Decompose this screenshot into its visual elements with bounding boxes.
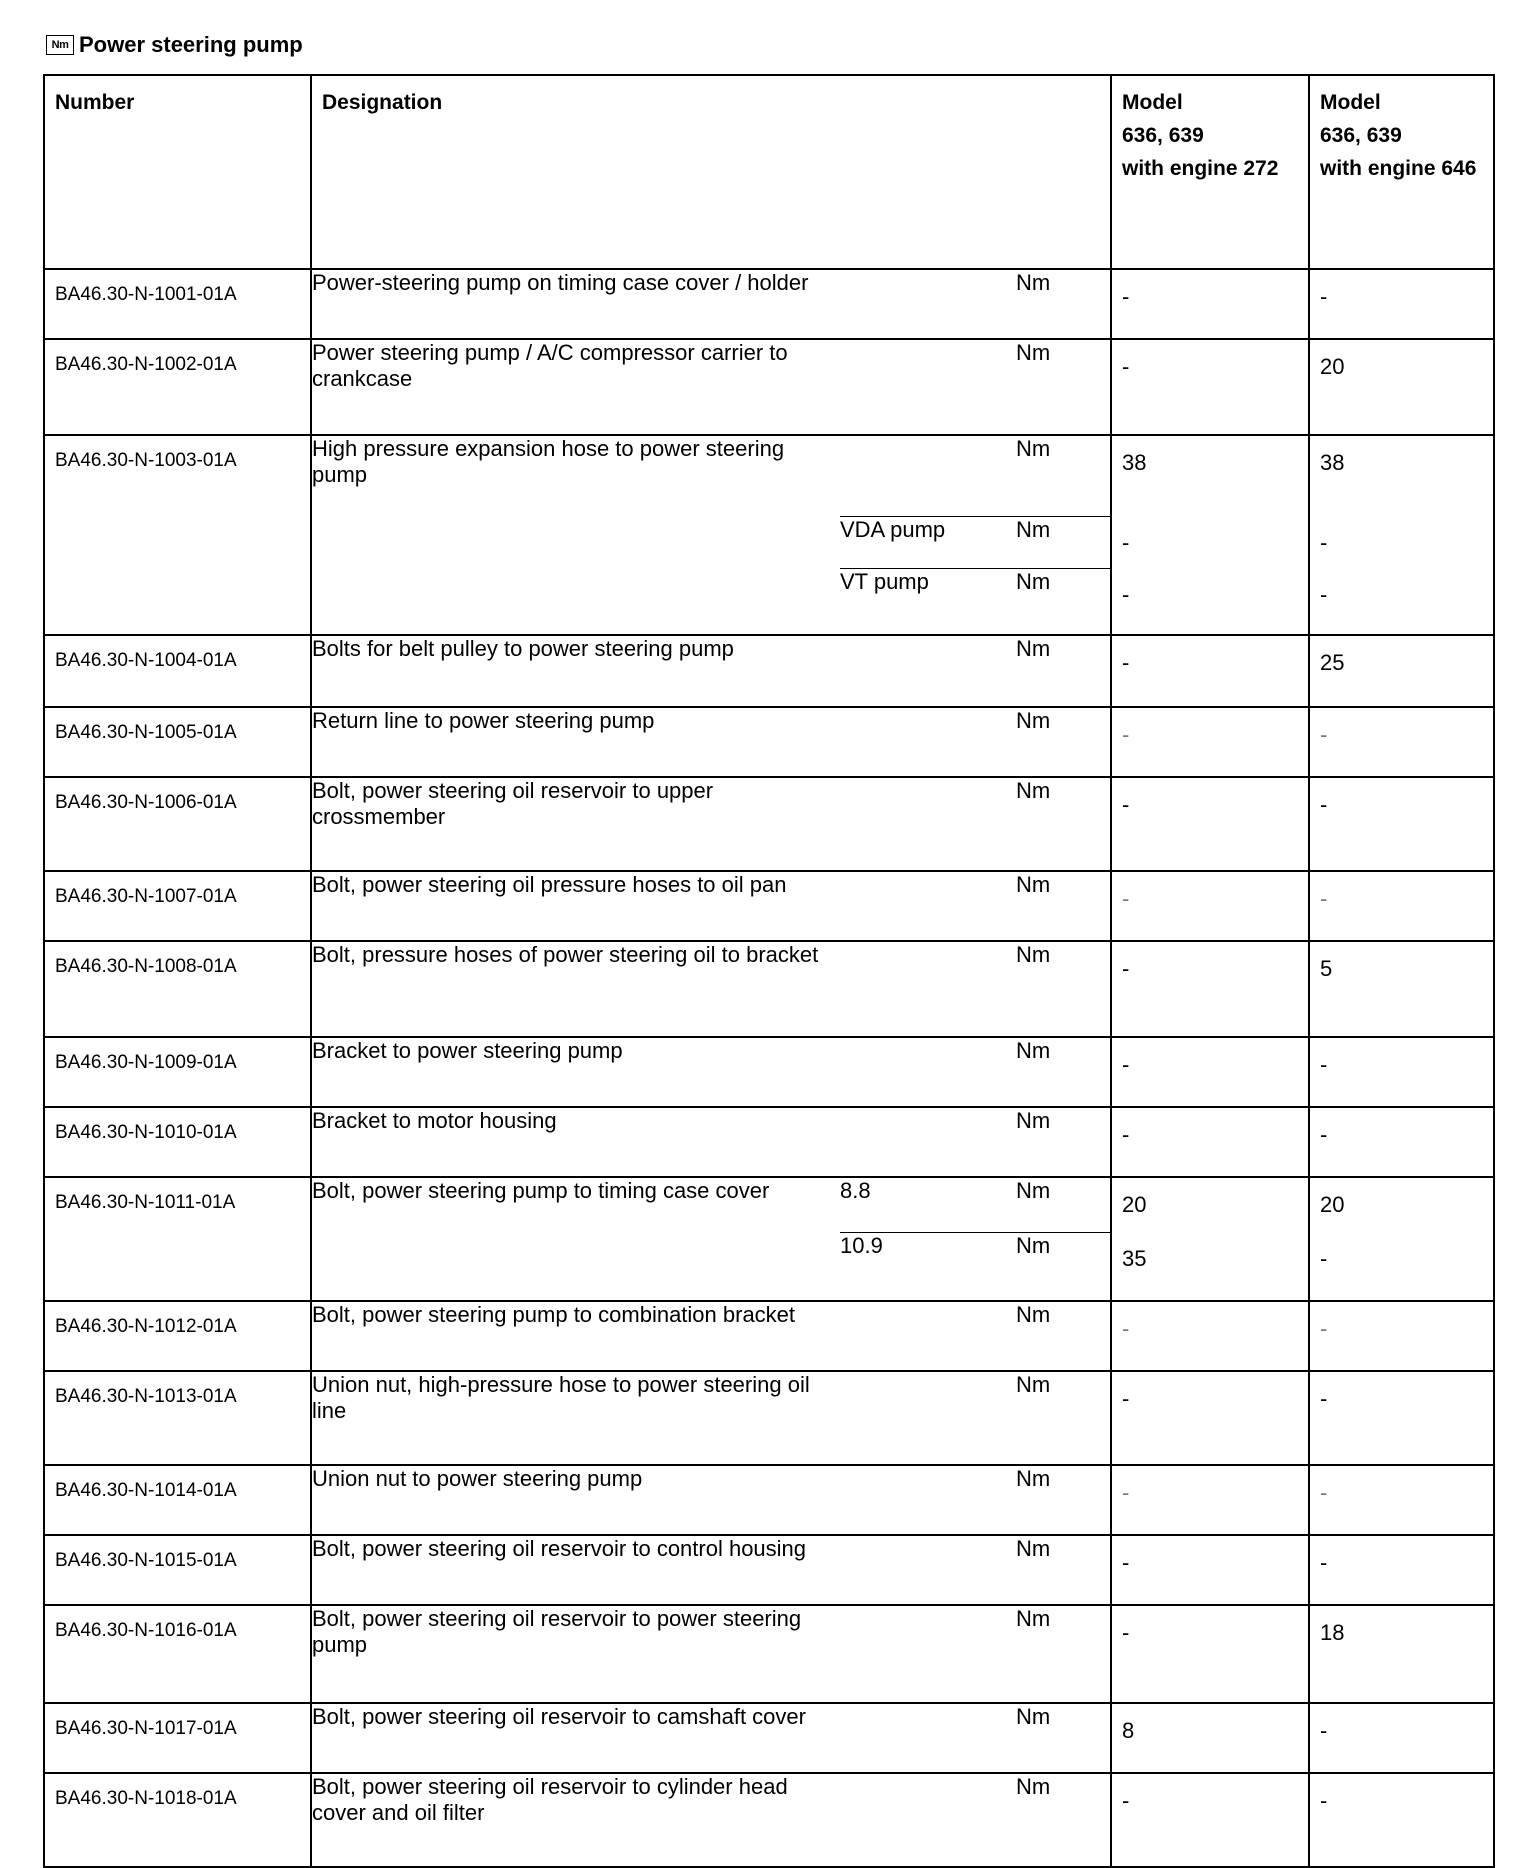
part-number: BA46.30-N-1018-01A xyxy=(44,1773,311,1867)
designation-text: Union nut, high-pressure hose to power steering oil line xyxy=(312,1372,810,1423)
table-row xyxy=(44,1107,1494,1177)
value-engine-272-cell xyxy=(1111,1605,1309,1703)
table-row xyxy=(44,707,1494,777)
designation-text: Return line to power steering pump xyxy=(312,708,655,733)
table-row xyxy=(44,1037,1494,1107)
part-number: BA46.30-N-1004-01A xyxy=(44,635,311,707)
part-number: BA46.30-N-1006-01A xyxy=(44,777,311,871)
table-row xyxy=(44,1371,1494,1465)
torque-value: - xyxy=(1122,1550,1130,1575)
variant-label xyxy=(840,1704,1016,1772)
torque-spec-table xyxy=(43,74,1495,1868)
torque-value: - xyxy=(1122,1620,1130,1645)
designation-cell xyxy=(311,269,1111,339)
value-engine-646-cell xyxy=(1309,1465,1494,1535)
table-row xyxy=(44,941,1494,1037)
value-engine-646-cell xyxy=(1309,941,1494,1037)
table-row xyxy=(44,635,1494,707)
designation-cell xyxy=(311,1605,1111,1703)
unit-label: Nm xyxy=(1016,516,1112,568)
designation-text: Bolt, power steering oil reservoir to power steering pump xyxy=(312,1606,802,1657)
unit-label: Nm xyxy=(1016,1108,1051,1133)
designation-text: Bolt, power steering pump to combination bracket xyxy=(312,1302,796,1327)
part-number: BA46.30-N-1003-01A xyxy=(44,435,311,635)
model-label: Model xyxy=(1122,91,1183,114)
torque-value: - xyxy=(1320,1052,1328,1077)
part-number: BA46.30-N-1012-01A xyxy=(44,1301,311,1371)
variant-label xyxy=(840,1466,1016,1534)
designation-text: Union nut to power steering pump xyxy=(312,1466,643,1491)
designation-cell xyxy=(311,1773,1111,1867)
torque-value: - xyxy=(1122,956,1130,981)
torque-value: - xyxy=(1122,1122,1130,1147)
variant-label: VDA pump xyxy=(840,516,1016,568)
engine-label: with engine 646 xyxy=(1320,157,1477,180)
part-number: BA46.30-N-1015-01A xyxy=(44,1535,311,1605)
unit-label: Nm xyxy=(1016,872,1051,897)
value-engine-646-cell xyxy=(1309,1037,1494,1107)
value-engine-272-cell xyxy=(1111,941,1309,1037)
unit-label: Nm xyxy=(1016,270,1051,295)
torque-value: - xyxy=(1320,530,1328,555)
table-row xyxy=(44,1703,1494,1773)
page-title: Power steering pump xyxy=(79,32,303,57)
value-engine-646-cell xyxy=(1309,1773,1494,1867)
table-row xyxy=(44,1301,1494,1371)
torque-nm-icon: Nm xyxy=(46,35,74,55)
table-row xyxy=(44,1605,1494,1703)
value-engine-272-cell xyxy=(1111,1465,1309,1535)
unit-label: Nm xyxy=(1016,568,1112,634)
torque-value: - xyxy=(1320,1788,1328,1813)
designation-text: Bolt, pressure hoses of power steering oil to bracket xyxy=(312,942,819,967)
designation-cell xyxy=(311,1535,1111,1605)
variant-label xyxy=(840,872,1016,940)
value-engine-646-cell xyxy=(1309,635,1494,707)
unit-label: Nm xyxy=(1016,1178,1051,1203)
unit-label: Nm xyxy=(1016,1606,1051,1631)
part-number: BA46.30-N-1011-01A xyxy=(44,1177,311,1301)
header-row xyxy=(44,75,1494,269)
torque-value: - xyxy=(1320,1122,1328,1147)
designation-text: Bolt, power steering oil reservoir to upper crossmember xyxy=(312,778,714,829)
engine-label: with engine 272 xyxy=(1122,157,1279,180)
designation-text: Bolt, power steering oil reservoir to control housing xyxy=(312,1536,807,1561)
variant-label xyxy=(840,1372,1016,1464)
torque-value: - xyxy=(1122,1386,1130,1411)
unit-label: Nm xyxy=(1016,708,1051,733)
variant-label xyxy=(840,340,1016,434)
value-engine-272-cell xyxy=(1111,635,1309,707)
variant-label xyxy=(840,1606,1016,1702)
designation-text: Bolt, power steering oil pressure hoses to oil pan xyxy=(312,872,787,897)
torque-value: - xyxy=(1122,354,1130,379)
unit-label: Nm xyxy=(1016,1038,1051,1063)
value-engine-646-cell xyxy=(1309,871,1494,941)
torque-value: - xyxy=(1320,1386,1328,1411)
column-header-designation: Designation xyxy=(311,75,1111,269)
designation-cell xyxy=(311,1301,1111,1371)
part-number: BA46.30-N-1001-01A xyxy=(44,269,311,339)
column-header-model-646 xyxy=(1309,75,1494,269)
torque-value: - xyxy=(1320,284,1328,309)
designation-text: Bolt, power steering oil reservoir to camshaft cover xyxy=(312,1704,806,1729)
table-row xyxy=(44,1535,1494,1605)
torque-value: - xyxy=(1320,1316,1328,1341)
value-engine-646-cell xyxy=(1309,435,1494,635)
value-engine-272-cell xyxy=(1111,707,1309,777)
torque-value: 5 xyxy=(1320,956,1333,981)
part-number: BA46.30-N-1017-01A xyxy=(44,1703,311,1773)
value-engine-272-cell xyxy=(1111,777,1309,871)
part-number: BA46.30-N-1007-01A xyxy=(44,871,311,941)
unit-label: Nm xyxy=(1016,1466,1051,1491)
torque-value: - xyxy=(1320,722,1328,747)
torque-value: - xyxy=(1320,1550,1328,1575)
torque-value: - xyxy=(1122,792,1130,817)
model-label: Model xyxy=(1320,91,1381,114)
torque-value: - xyxy=(1122,1316,1130,1341)
variant-label: 10.9 xyxy=(840,1232,1016,1300)
designation-cell xyxy=(311,1107,1111,1177)
torque-value: - xyxy=(1320,1718,1328,1743)
torque-value: 38 xyxy=(1122,450,1147,475)
part-number: BA46.30-N-1002-01A xyxy=(44,339,311,435)
designation-text: Bracket to motor housing xyxy=(312,1108,557,1133)
unit-label: Nm xyxy=(1016,1536,1051,1561)
part-number: BA46.30-N-1016-01A xyxy=(44,1605,311,1703)
unit-label: Nm xyxy=(1016,942,1051,967)
torque-value: - xyxy=(1122,886,1130,911)
unit-label: Nm xyxy=(1016,1302,1051,1327)
part-number: BA46.30-N-1014-01A xyxy=(44,1465,311,1535)
part-number: BA46.30-N-1010-01A xyxy=(44,1107,311,1177)
torque-value: 8 xyxy=(1122,1718,1135,1743)
value-engine-646-cell xyxy=(1309,707,1494,777)
designation-cell xyxy=(311,339,1111,435)
value-engine-646-cell xyxy=(1309,1177,1494,1301)
value-engine-272-cell xyxy=(1111,435,1309,635)
torque-value: - xyxy=(1122,582,1130,607)
value-engine-646-cell xyxy=(1309,1703,1494,1773)
unit-label: Nm xyxy=(1016,1774,1051,1799)
torque-value: 35 xyxy=(1122,1246,1147,1271)
unit-label: Nm xyxy=(1016,340,1051,365)
variant-label xyxy=(840,1536,1016,1604)
model-numbers: 636, 639 xyxy=(1320,124,1402,147)
column-header-number: Number xyxy=(44,75,311,269)
unit-label: Nm xyxy=(1016,778,1051,803)
table-row xyxy=(44,435,1494,635)
torque-value: 18 xyxy=(1320,1620,1345,1645)
table-row xyxy=(44,871,1494,941)
designation-cell xyxy=(311,707,1111,777)
value-engine-646-cell xyxy=(1309,1371,1494,1465)
column-header-model-272 xyxy=(1111,75,1309,269)
variant-label xyxy=(840,636,1016,706)
designation-text: Bolt, power steering oil reservoir to cylinder head cover and oil filter xyxy=(312,1774,788,1825)
value-engine-272-cell xyxy=(1111,1371,1309,1465)
variant-label xyxy=(840,436,1016,516)
designation-cell xyxy=(311,777,1111,871)
torque-value: - xyxy=(1122,1052,1130,1077)
torque-value: - xyxy=(1320,886,1328,911)
value-engine-272-cell xyxy=(1111,339,1309,435)
torque-value: 20 xyxy=(1320,1192,1345,1217)
table-row xyxy=(44,269,1494,339)
value-engine-272-cell xyxy=(1111,1037,1309,1107)
designation-cell xyxy=(311,1703,1111,1773)
value-engine-272-cell xyxy=(1111,1301,1309,1371)
part-number: BA46.30-N-1009-01A xyxy=(44,1037,311,1107)
variant-label xyxy=(840,1038,1016,1106)
torque-value: 25 xyxy=(1320,650,1345,675)
value-engine-272-cell xyxy=(1111,1535,1309,1605)
variant-label: VT pump xyxy=(840,568,1016,634)
variant-label: 8.8 xyxy=(840,1178,871,1203)
designation-cell xyxy=(311,635,1111,707)
variant-label xyxy=(840,1302,1016,1370)
table-row xyxy=(44,1773,1494,1867)
torque-value: - xyxy=(1320,1480,1328,1505)
designation-text: Power-steering pump on timing case cover / holder xyxy=(312,270,809,295)
value-engine-272-cell xyxy=(1111,269,1309,339)
table-row xyxy=(44,339,1494,435)
torque-value: - xyxy=(1122,284,1130,309)
part-number: BA46.30-N-1005-01A xyxy=(44,707,311,777)
torque-value: - xyxy=(1320,582,1328,607)
value-engine-272-cell xyxy=(1111,1773,1309,1867)
variant-label xyxy=(840,270,1016,338)
table-row xyxy=(44,777,1494,871)
torque-value: - xyxy=(1122,530,1130,555)
variant-label xyxy=(840,708,1016,776)
torque-value: - xyxy=(1122,650,1130,675)
designation-cell xyxy=(311,1465,1111,1535)
value-engine-646-cell xyxy=(1309,339,1494,435)
designation-cell xyxy=(311,941,1111,1037)
designation-cell xyxy=(311,1037,1111,1107)
designation-cell xyxy=(311,1371,1111,1465)
variant-label xyxy=(840,942,1016,1036)
torque-value: - xyxy=(1320,792,1328,817)
variant-label xyxy=(840,778,1016,870)
value-engine-646-cell xyxy=(1309,1301,1494,1371)
value-engine-646-cell xyxy=(1309,777,1494,871)
unit-label: Nm xyxy=(1016,636,1051,661)
designation-text: Bolt, power steering pump to timing case cover xyxy=(312,1178,770,1203)
torque-value: 38 xyxy=(1320,450,1345,475)
table-row xyxy=(44,1177,1494,1301)
torque-value: - xyxy=(1122,1480,1130,1505)
document-title xyxy=(46,32,303,58)
value-engine-646-cell xyxy=(1309,269,1494,339)
part-number: BA46.30-N-1013-01A xyxy=(44,1371,311,1465)
designation-cell xyxy=(311,871,1111,941)
model-numbers: 636, 639 xyxy=(1122,124,1204,147)
value-engine-272-cell xyxy=(1111,1703,1309,1773)
torque-value: 20 xyxy=(1122,1192,1147,1217)
designation-text: High pressure expansion hose to power steering pump xyxy=(312,436,785,487)
designation-text: Bracket to power steering pump xyxy=(312,1038,623,1063)
value-engine-272-cell xyxy=(1111,871,1309,941)
value-engine-272-cell xyxy=(1111,1107,1309,1177)
designation-cell xyxy=(311,1177,1111,1301)
value-engine-646-cell xyxy=(1309,1605,1494,1703)
unit-label: Nm xyxy=(1016,1232,1112,1300)
torque-value: - xyxy=(1320,1246,1328,1271)
unit-label: Nm xyxy=(1016,1704,1051,1729)
table-row xyxy=(44,1465,1494,1535)
variant-label xyxy=(840,1774,1016,1866)
designation-cell xyxy=(311,435,1111,635)
part-number: BA46.30-N-1008-01A xyxy=(44,941,311,1037)
value-engine-646-cell xyxy=(1309,1535,1494,1605)
designation-text: Power steering pump / A/C compressor carrier to crankcase xyxy=(312,340,788,391)
designation-text: Bolts for belt pulley to power steering pump xyxy=(312,636,734,661)
value-engine-272-cell xyxy=(1111,1177,1309,1301)
unit-label: Nm xyxy=(1016,1372,1051,1397)
torque-value: - xyxy=(1122,1788,1130,1813)
torque-value: 20 xyxy=(1320,354,1345,379)
variant-label xyxy=(840,1108,1016,1176)
unit-label: Nm xyxy=(1016,436,1051,461)
value-engine-646-cell xyxy=(1309,1107,1494,1177)
torque-value: - xyxy=(1122,722,1130,747)
